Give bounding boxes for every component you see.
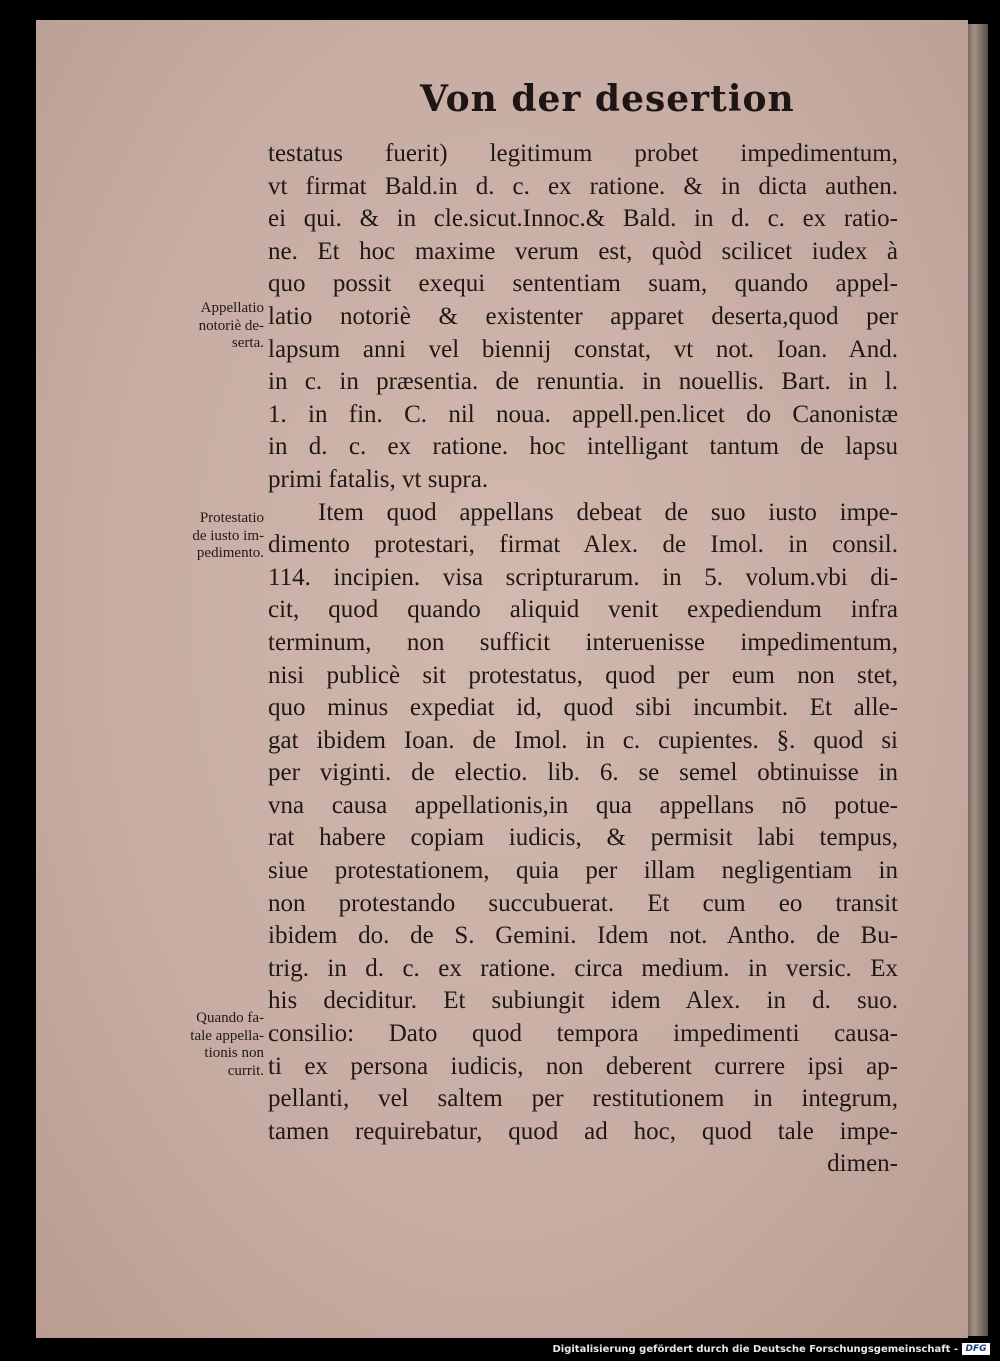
text-line: his deciditur. Et subiungit idem Alex. in d. suo. (268, 987, 898, 1015)
text-line: lapsum anni vel biennij constat, vt not. Ioan. And. (268, 335, 898, 363)
text-line: 114. incipien. visa scripturarum. in 5. volum.vbi di- (268, 563, 898, 591)
text-line: testatus fuerit) legitimum probet impedimentum, (268, 140, 898, 167)
catchword: dimen- (827, 1150, 898, 1178)
text-line: 1. in fin. C. nil noua. appell.pen.licet do Canonistæ (268, 400, 898, 428)
running-head: Von der desertion (420, 78, 795, 120)
text-line: gat ibidem Ioan. de Imol. in c. cupientes. §. quod si (268, 726, 898, 754)
margin-note-line: tionis non (204, 1045, 264, 1061)
text-line: siue protestationem, quia per illam negligentiam in (268, 857, 898, 885)
text-line: ti ex persona iudicis, non deberent currere ipsi ap- (268, 1052, 898, 1080)
margin-note-quando-fatale (136, 1010, 264, 1080)
margin-note-line: notoriè de- (198, 317, 264, 334)
page-edge (968, 24, 988, 1336)
body-text (268, 138, 898, 1181)
text-line: consilio: Dato quod tempora impedimenti causa- (268, 1020, 898, 1048)
margin-note-line: tale appella- (190, 1027, 264, 1044)
text-line: dimento protestari, firmat Alex. de Imol. in consil. (268, 531, 898, 559)
text-line: in d. c. ex ratione. hoc intelligant tantum de lapsu (268, 433, 898, 461)
text-line: vna causa appellationis,in qua appellans nō potue- (268, 791, 898, 819)
margin-note-line: Quando fa- (196, 1010, 264, 1026)
paragraph-start-line: Item quod appellans debeat de suo iusto impe- (318, 498, 898, 526)
text-line: trig. in d. c. ex ratione. circa medium. in versic. Ex (268, 954, 898, 982)
margin-note-line: Protestatio (199, 510, 264, 526)
margin-note-line: pedimento. (196, 545, 264, 561)
text-line: ibidem do. de S. Gemini. Idem not. Antho. de Bu- (268, 922, 898, 950)
text-line: tamen requirebatur, quod ad hoc, quod tale impe- (268, 1117, 898, 1145)
text-line: per viginti. de electio. lib. 6. se semel obtinuisse in (268, 759, 898, 787)
digitization-credit: Digitalisierung gefördert durch die Deutsche Forschungsgemeinschaft - (552, 1344, 958, 1355)
margin-note-line: serta. (231, 335, 264, 351)
text-line: cit, quod quando aliquid venit expediendum infra (268, 596, 898, 624)
text-line: vt firmat Bald.in d. c. ex ratione. & in dicta authen. (268, 172, 898, 200)
text-line: pellanti, vel saltem per restitutionem in integrum, (268, 1085, 898, 1113)
text-line: terminum, non sufficit interuenisse impedimentum, (268, 628, 898, 656)
text-line: ne. Et hoc maxime verum est, quòd scilicet iudex à (268, 237, 898, 265)
text-line: ei qui. & in cle.sicut.Innoc.& Bald. in d. c. ex ratio- (268, 205, 898, 233)
text-line: primi fatalis, vt supra. (268, 465, 489, 493)
text-line: quo possit exequi sententiam suam, quando appel- (268, 270, 898, 298)
dfg-logo: DFG (962, 1343, 990, 1355)
text-line: quo minus expediat id, quod sibi incumbit. Et alle- (268, 694, 898, 722)
margin-note-appellatio (136, 300, 264, 353)
text-line: latio notoriè & existenter apparet deserta,quod per (268, 302, 898, 330)
text-line: rat habere copiam iudicis, & permisit labi tempus, (268, 824, 898, 852)
margin-note-protestatio (136, 510, 264, 563)
text-line: nisi publicè sit protestatus, quod per eum non stet, (268, 661, 898, 689)
margin-note-line: currit. (227, 1062, 264, 1079)
text-line: in c. in præsentia. de renuntia. in nouellis. Bart. in l. (268, 368, 898, 396)
margin-note-line: Appellatio (200, 300, 264, 316)
text-line: non protestando succubuerat. Et cum eo transit (268, 889, 898, 917)
margin-note-line: de iusto im- (192, 527, 264, 544)
